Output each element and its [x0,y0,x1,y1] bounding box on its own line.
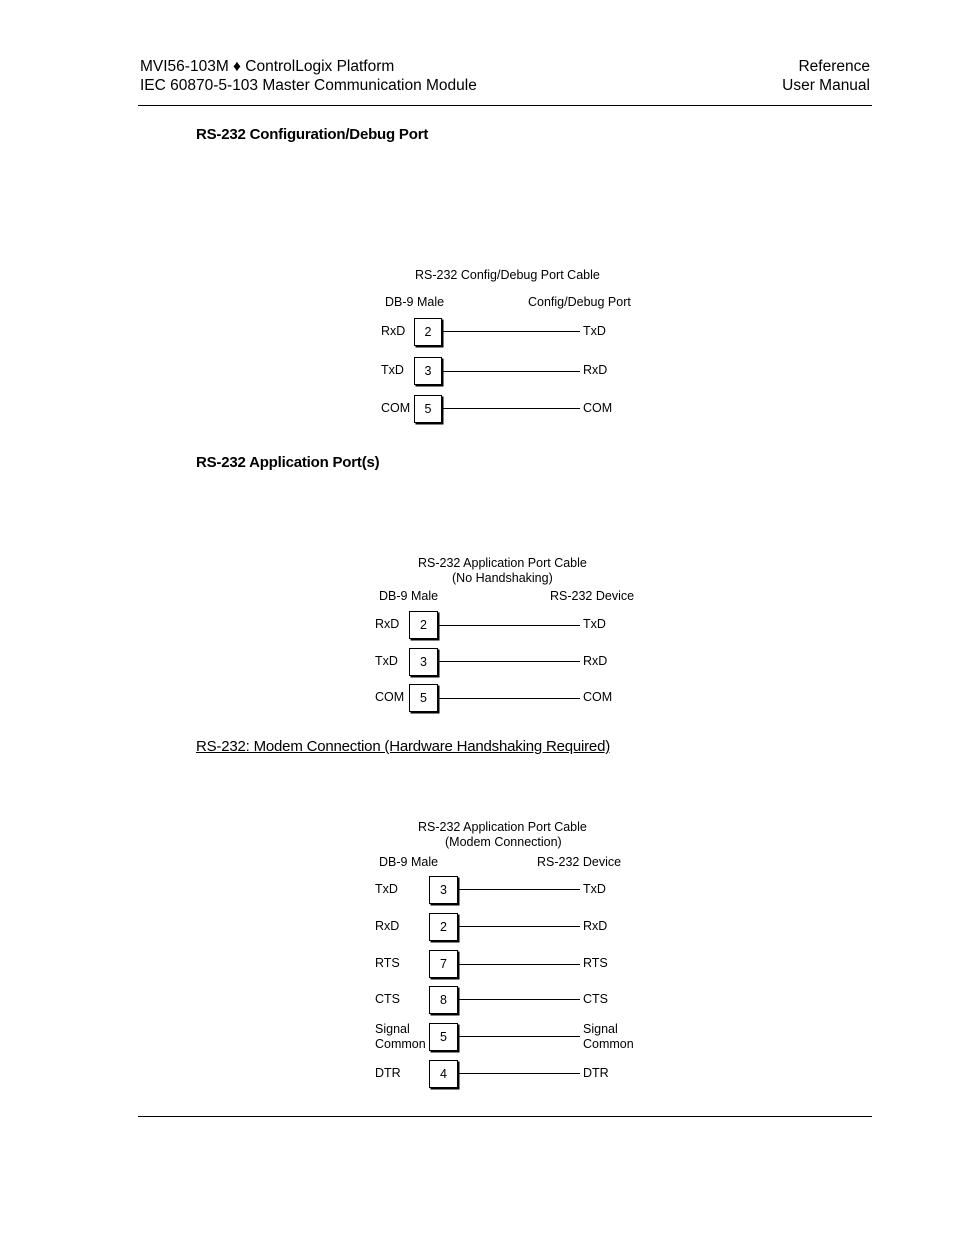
left-heading: DB-9 Male [379,855,439,869]
left-signal-label: COM [381,401,411,415]
right-signal-label-line1: Signal [583,1022,618,1036]
wire-line [442,331,580,332]
wire-line [458,926,580,927]
left-signal-label: TxD [381,363,404,377]
left-signal-label: TxD [375,654,398,668]
left-signal-label: DTR [375,1066,401,1080]
left-signal-label: COM [375,690,405,704]
pin-box: 4 [429,1060,458,1088]
left-signal-label: RxD [381,324,406,338]
header-module-name: IEC 60870-5-103 Master Communication Module [140,77,477,94]
pin-box: 3 [429,876,458,904]
right-heading: RS-232 Device [550,589,635,603]
left-heading: DB-9 Male [379,589,439,603]
right-signal-label: DTR [583,1066,609,1080]
left-signal-label: RTS [375,956,400,970]
wire-line [458,889,580,890]
pin-box: 8 [429,986,458,1014]
wire-line [458,1073,580,1074]
right-signal-label: TxD [583,882,606,896]
right-signal-label: TxD [583,617,606,631]
pin-box: 2 [429,913,458,941]
left-heading: DB-9 Male [385,295,445,309]
pin-box: 3 [409,648,438,676]
left-signal-label: RxD [375,617,400,631]
header-rule [138,105,872,106]
right-signal-label: COM [583,690,613,704]
left-signal-label-line1: Signal [375,1022,410,1036]
pin-box: 7 [429,950,458,978]
diagram-title: RS-232 Config/Debug Port Cable [415,268,600,282]
diagram-subtitle: (Modem Connection) [445,835,562,849]
diagram-subtitle: (No Handshaking) [452,571,553,585]
right-signal-label: RTS [583,956,608,970]
pin-box: 2 [409,611,438,639]
diagram-title: RS-232 Application Port Cable [418,556,587,570]
header-doc-type: User Manual [782,77,870,94]
diagram-title: RS-232 Application Port Cable [418,820,587,834]
right-signal-label: RxD [583,654,608,668]
left-signal-label-line2: Common [375,1037,426,1051]
right-signal-label-line2: Common [583,1037,634,1051]
right-signal-label: RxD [583,919,608,933]
right-signal-label: CTS [583,992,608,1006]
left-signal-label: TxD [375,882,398,896]
right-signal-label: COM [583,401,613,415]
wire-line [458,1036,580,1037]
section-title-application-ports: RS-232 Application Port(s) [196,454,380,471]
pin-box: 3 [414,357,442,385]
right-signal-label: RxD [583,363,608,377]
footer-rule [138,1116,872,1117]
wire-line [458,999,580,1000]
left-signal-label [375,1022,426,1052]
wire-line [442,371,580,372]
pin-box: 5 [409,684,438,712]
left-signal-label: CTS [375,992,400,1006]
right-signal-label: TxD [583,324,606,338]
header-product-line: MVI56-103M ♦ ControlLogix Platform [140,58,395,75]
section-title-config-debug: RS-232 Configuration/Debug Port [196,126,429,143]
wire-line [438,661,580,662]
right-heading: RS-232 Device [537,855,622,869]
right-signal-label [583,1022,634,1052]
wire-line [438,698,580,699]
header-section-name: Reference [798,58,870,75]
pin-box: 5 [414,395,442,423]
left-signal-label: RxD [375,919,400,933]
pin-box: 5 [429,1023,458,1051]
pin-box: 2 [414,318,442,346]
right-heading: Config/Debug Port [528,295,631,309]
wire-line [442,408,580,409]
section-title-modem-connection: RS-232: Modem Connection (Hardware Handshaking Required) [196,738,611,755]
wire-line [458,964,580,965]
wire-line [438,625,580,626]
